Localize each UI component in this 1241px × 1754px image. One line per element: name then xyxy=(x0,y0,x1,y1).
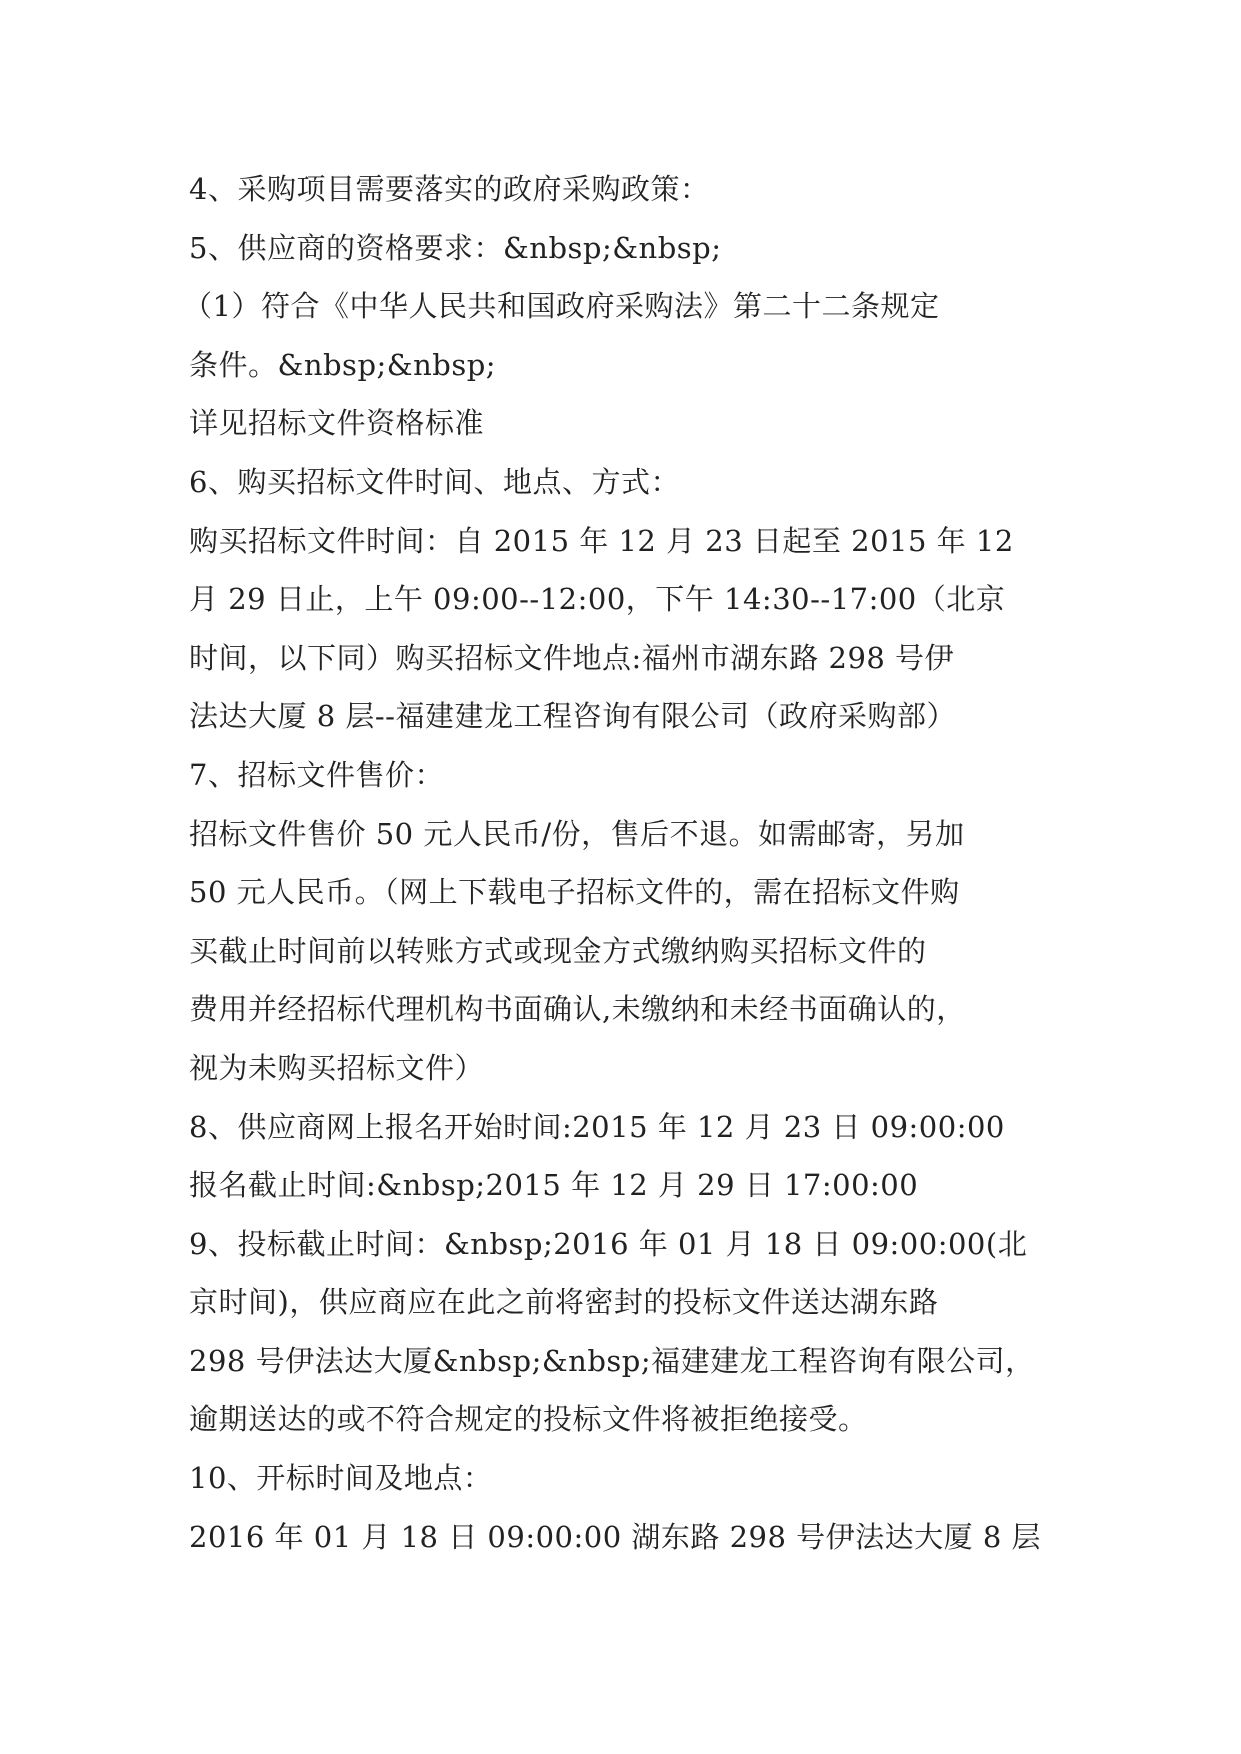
text-line: 招标文件售价 50 元人民币/份，售后不退。如需邮寄，另加 xyxy=(189,816,965,851)
text-line: 购买招标文件时间：自 2015 年 12 月 23 日起至 2015 年 12 xyxy=(189,523,1014,558)
text-line: 视为未购买招标文件） xyxy=(189,1050,485,1085)
text-line: 4、采购项目需要落实的政府采购政策： xyxy=(189,172,710,206)
document-body xyxy=(183,160,1069,1566)
text-line: 买截止时间前以转账方式或现金方式缴纳购买招标文件的 xyxy=(189,933,927,968)
text-line: 月 29 日止，上午 09:00--12:00，下午 14:30--17:00（北京 xyxy=(189,582,1006,617)
text-line: 9、投标截止时间：&nbsp;2016 年 01 月 18 日 09:00:00(北 xyxy=(189,1226,1028,1261)
text-line: 逾期送达的或不符合规定的投标文件将被拒绝接受。 xyxy=(189,1402,868,1437)
text-line: 时间，以下同）购买招标文件地点:福州市湖东路 298 号伊 xyxy=(189,640,955,675)
text-line: 详见招标文件资格标准 xyxy=(189,406,485,441)
text-line: 费用并经招标代理机构书面确认,未缴纳和未经书面确认的， xyxy=(189,992,966,1027)
text-line: （1）符合《中华人民共和国政府采购法》第二十二条规定 xyxy=(183,289,940,324)
text-line: 5、供应商的资格要求：&nbsp;&nbsp; xyxy=(189,230,722,265)
text-line: 7、招标文件售价： xyxy=(189,757,444,792)
text-line: 10、开标时间及地点： xyxy=(189,1461,493,1496)
text-line: 报名截止时间:&nbsp;2015 年 12 月 29 日 17:00:00 xyxy=(189,1168,919,1203)
text-line: 2016 年 01 月 18 日 09:00:00 湖东路 298 号伊法达大厦 8 层 xyxy=(189,1519,1042,1554)
text-line: 8、供应商网上报名开始时间:2015 年 12 月 23 日 09:00:00 xyxy=(189,1109,1005,1144)
text-line: 条件。&nbsp;&nbsp; xyxy=(189,347,497,382)
text-line: 6、购买招标文件时间、地点、方式： xyxy=(189,464,680,499)
text-line: 法达大厦 8 层--福建建龙工程咨询有限公司（政府采购部） xyxy=(189,699,956,734)
text-line: 京时间)，供应商应在此之前将密封的投标文件送达湖东路 xyxy=(189,1285,939,1320)
text-line: 298 号伊法达大厦&nbsp;&nbsp;福建建龙工程咨询有限公司， xyxy=(189,1343,1035,1378)
text-line: 50 元人民币。（网上下载电子招标文件的，需在招标文件购 xyxy=(189,875,960,910)
